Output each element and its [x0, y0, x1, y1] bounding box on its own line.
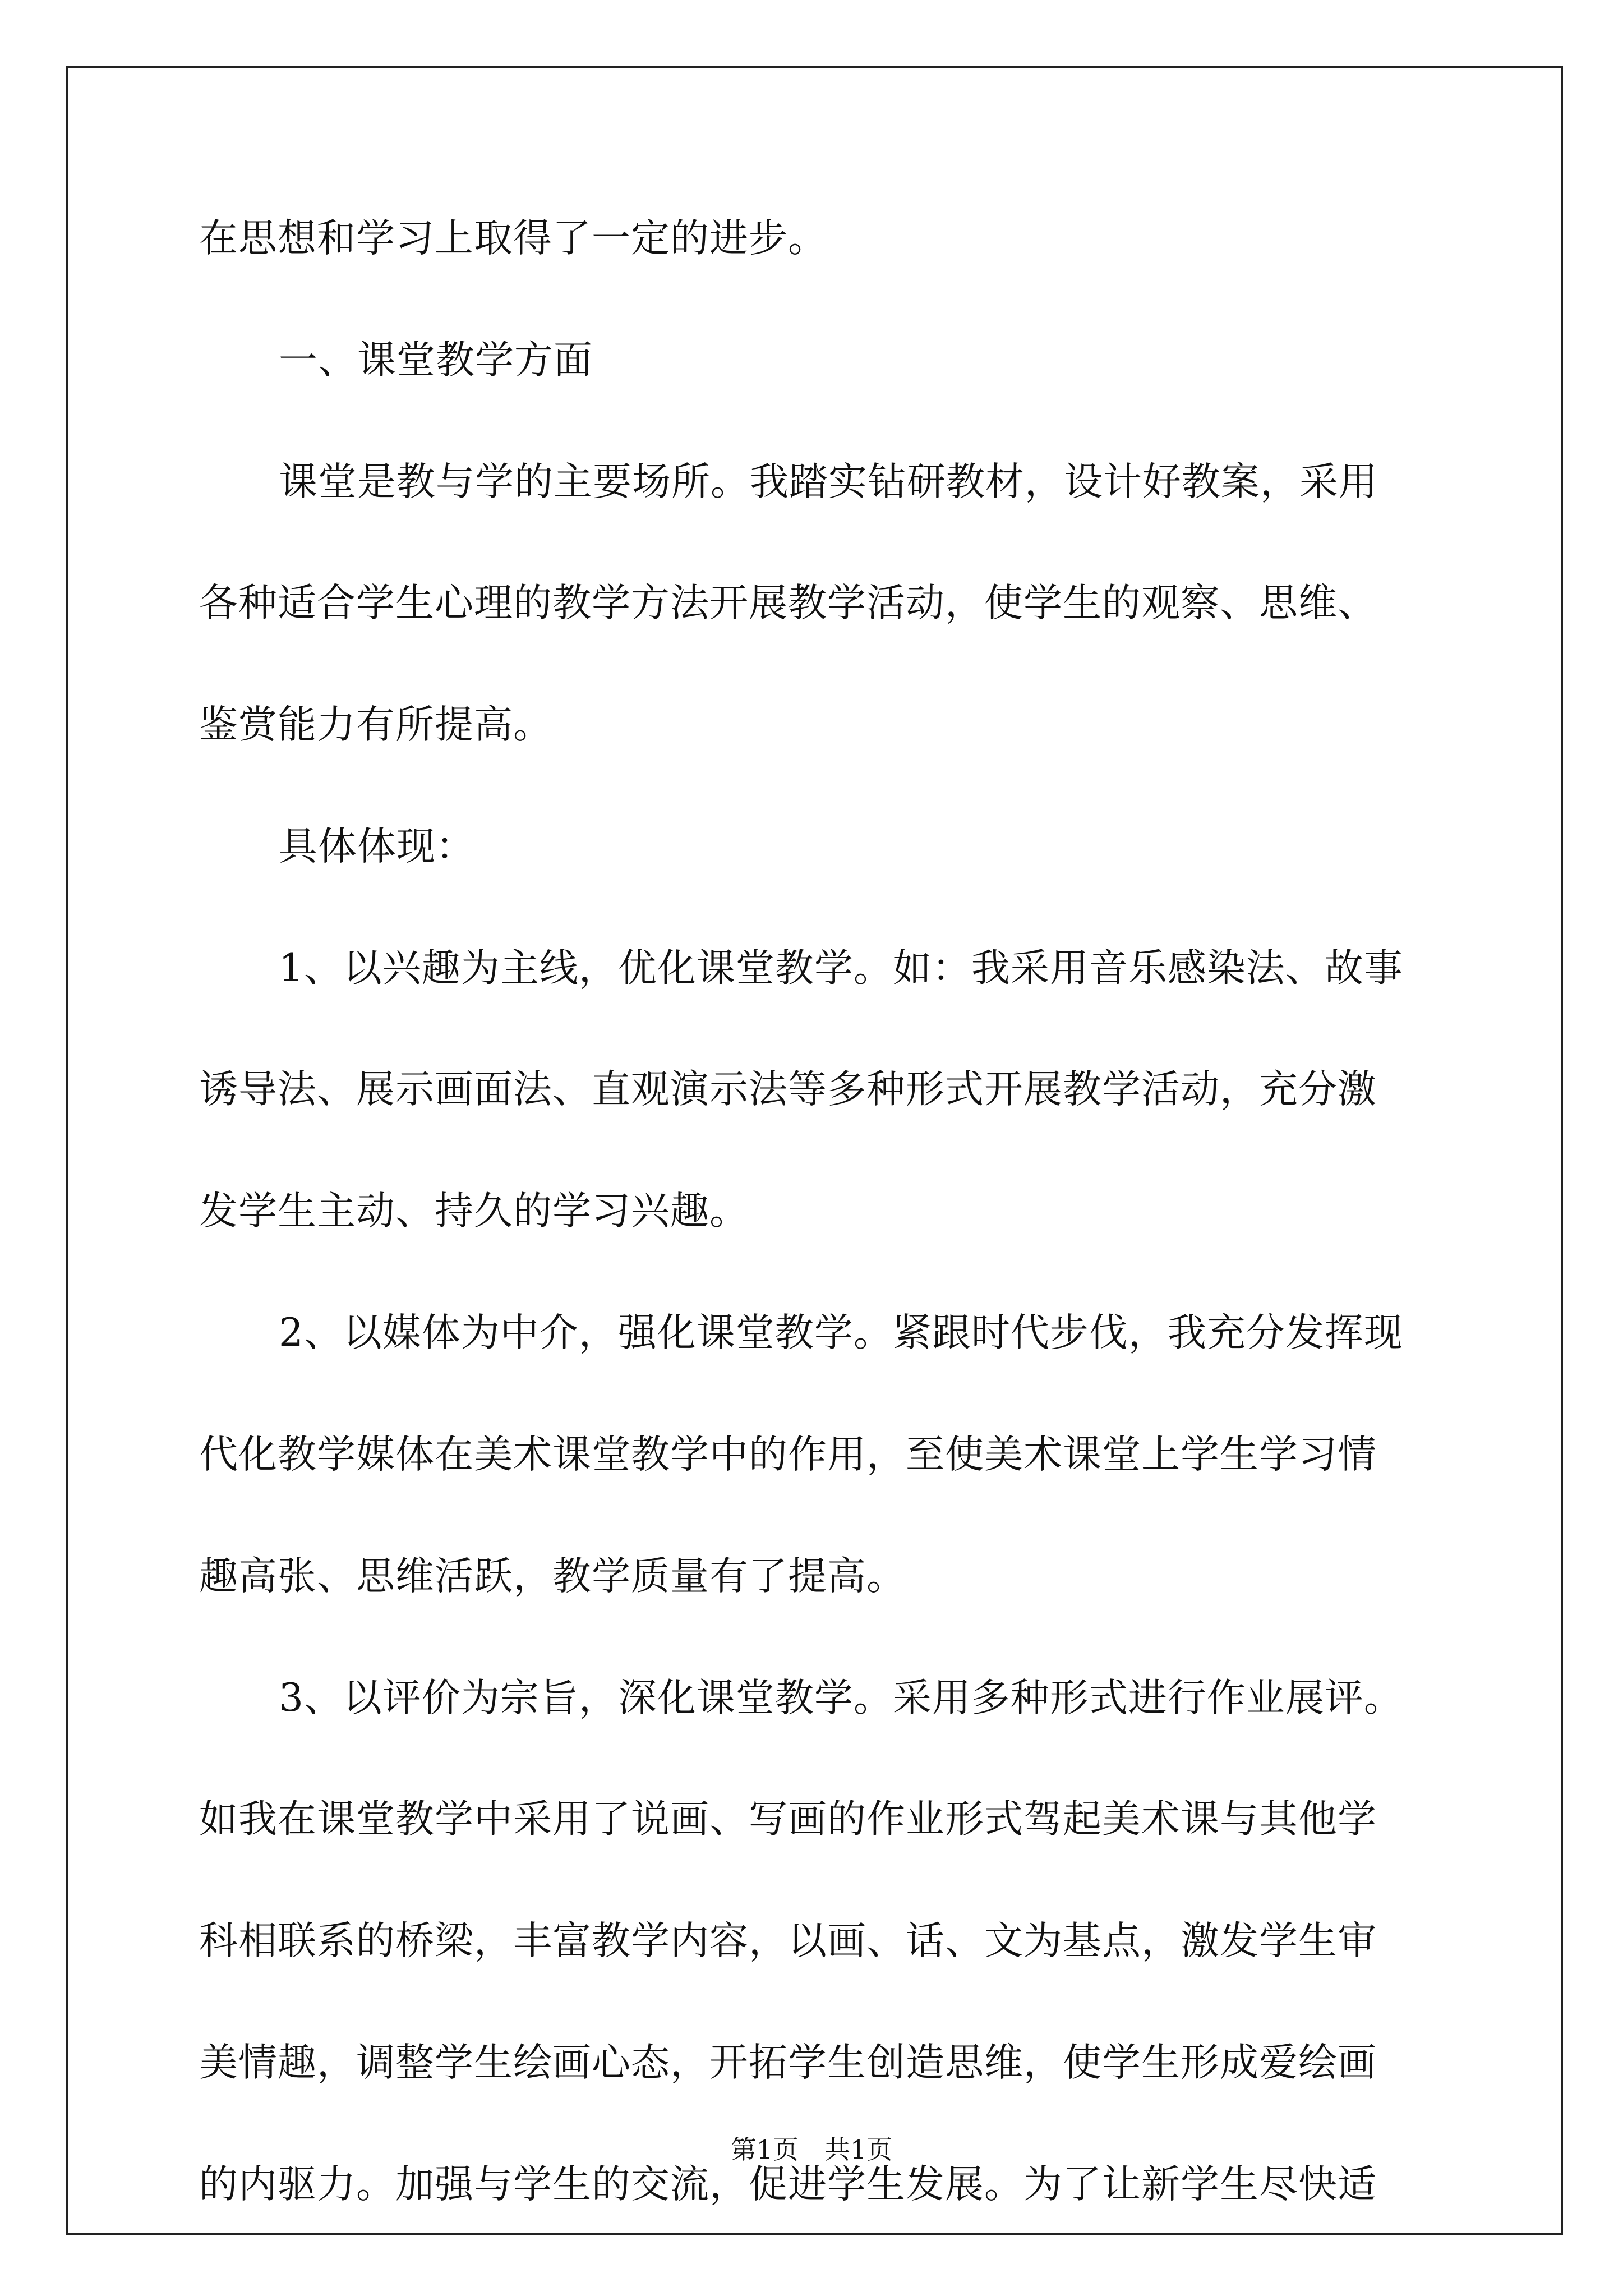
text-line: 各种适合学生心理的教学方法开展教学活动，使学生的观察、思维、	[199, 581, 1377, 625]
text-line: 的内驱力。加强与学生的交流，促进学生发展。为了让新学生尽快适	[199, 2162, 1377, 2207]
text-line: 3、以评价为宗旨，深化课堂教学。采用多种形式进行作业展评。	[279, 1676, 1403, 1720]
page-footer: 第1页 共1页	[730, 2134, 893, 2165]
text-line: 在思想和学习上取得了一定的进步。	[199, 216, 827, 261]
text-line: 课堂是教与学的主要场所。我踏实钻研教材，设计好教案，采用	[279, 459, 1378, 504]
text-line: 代化教学媒体在美术课堂教学中的作用，至使美术课堂上学生学习情	[199, 1432, 1377, 1477]
text-line: 2、以媒体为中介，强化课堂教学。紧跟时代步伐，我充分发挥现	[279, 1310, 1403, 1355]
text-line: 具体体现：	[279, 824, 475, 869]
text-line: 1、以兴趣为主线，优化课堂教学。如：我采用音乐感染法、故事	[279, 946, 1403, 991]
text-line: 如我在课堂教学中采用了说画、写画的作业形式驾起美术课与其他学	[199, 1797, 1377, 1842]
text-line: 美情趣，调整学生绘画心态，开拓学生创造思维，使学生形成爱绘画	[199, 2040, 1377, 2085]
text-line: 趣高张、思维活跃，教学质量有了提高。	[199, 1554, 906, 1599]
text-line: 鉴赏能力有所提高。	[199, 702, 552, 747]
text-line: 发学生主动、持久的学习兴趣。	[199, 1189, 749, 1234]
section-heading: 一、课堂教学方面	[279, 338, 593, 383]
text-line: 诱导法、展示画面法、直观演示法等多种形式开展教学活动，充分激	[199, 1067, 1377, 1112]
text-line: 科相联系的桥梁，丰富教学内容，以画、话、文为基点，激发学生审	[199, 1918, 1377, 1963]
page-border	[66, 66, 1563, 2235]
